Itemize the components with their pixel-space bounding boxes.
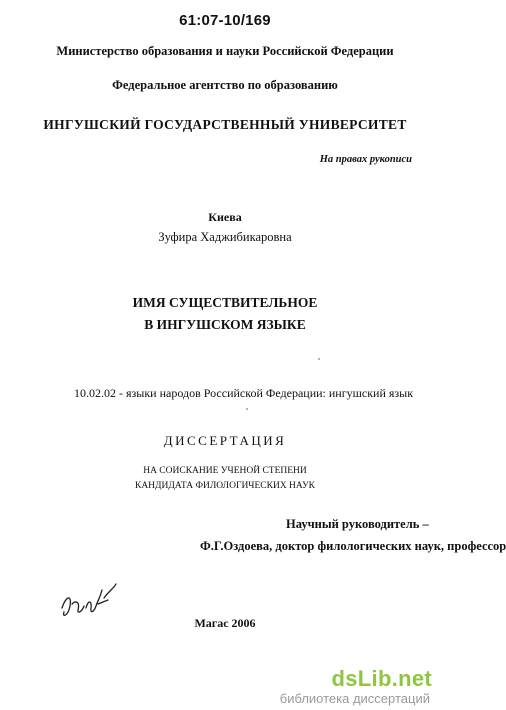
scan-speck — [246, 408, 248, 410]
watermark — [242, 666, 442, 708]
thesis-title-line-2: В ИНГУШСКОМ ЯЗЫКЕ — [144, 317, 306, 332]
advisor-label: Научный руководитель – — [286, 517, 429, 531]
thesis-title-line-1: ИМЯ СУЩЕСТВИТЕЛЬНОЕ — [132, 295, 318, 310]
watermark-logo: dsLib.net — [331, 666, 432, 691]
advisor-name: Ф.Г.Оздоева, доктор филологических наук, профессор — [200, 539, 506, 553]
author-surname: Киева — [208, 210, 242, 224]
archive-code: 61:07-10/169 — [179, 12, 271, 29]
manuscript-note: На правах рукописи — [319, 154, 412, 165]
agency-line: Федеральное агентство по образованию — [112, 78, 338, 92]
specialty-line: 10.02.02 - языки народов Российской Федерации: ингушский язык — [74, 386, 414, 400]
place-year: Магас 2006 — [194, 616, 256, 630]
author-name: Зуфира Хаджибикаровна — [158, 230, 292, 244]
scan-speck — [318, 358, 320, 360]
document-type: ДИССЕРТАЦИЯ — [163, 433, 287, 448]
degree-line-2: КАНДИДАТА ФИЛОЛОГИЧЕСКИХ НАУК — [134, 481, 316, 491]
watermark-subtitle: библиотека диссертаций — [279, 691, 430, 706]
university-name: ИНГУШСКИЙ ГОСУДАРСТВЕННЫЙ УНИВЕРСИТЕТ — [43, 117, 407, 132]
ministry-line: Министерство образования и науки Российской Федерации — [56, 44, 394, 58]
degree-line-1: НА СОИСКАНИЕ УЧЕНОЙ СТЕПЕНИ — [143, 466, 307, 476]
